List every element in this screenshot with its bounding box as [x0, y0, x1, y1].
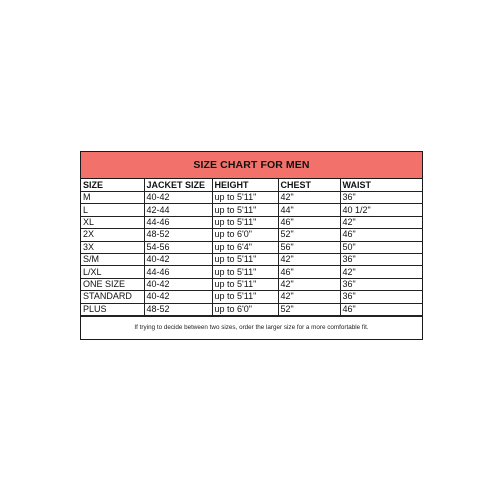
cell-height: up to 5'11" [212, 291, 278, 303]
table-row [81, 278, 422, 290]
cell-height: up to 6'0" [212, 229, 278, 241]
header-jacket-size: JACKET SIZE [144, 179, 212, 192]
cell-size: L/XL [81, 266, 144, 278]
cell-chest: 44" [278, 204, 340, 216]
cell-jacket-size: 44-46 [144, 216, 212, 228]
cell-waist: 36" [340, 192, 422, 204]
cell-height: up to 5'11" [212, 253, 278, 265]
cell-size: L [81, 204, 144, 216]
cell-chest: 42" [278, 278, 340, 290]
cell-waist: 36" [340, 253, 422, 265]
table-body [81, 192, 422, 316]
cell-waist: 40 1/2" [340, 204, 422, 216]
cell-size: 3X [81, 241, 144, 253]
cell-chest: 42" [278, 291, 340, 303]
table-row [81, 291, 422, 303]
header-size: SIZE [81, 179, 144, 192]
cell-waist: 36" [340, 291, 422, 303]
cell-jacket-size: 40-42 [144, 253, 212, 265]
table-row [81, 204, 422, 216]
cell-chest: 56" [278, 241, 340, 253]
cell-height: up to 5'11" [212, 266, 278, 278]
cell-height: up to 5'11" [212, 278, 278, 290]
table-row [81, 253, 422, 265]
cell-height: up to 6'4" [212, 241, 278, 253]
header-height: HEIGHT [212, 179, 278, 192]
cell-waist: 42" [340, 266, 422, 278]
table-row [81, 192, 422, 204]
header-waist: WAIST [340, 179, 422, 192]
cell-height: up to 5'11" [212, 204, 278, 216]
cell-chest: 42" [278, 192, 340, 204]
cell-jacket-size: 48-52 [144, 303, 212, 315]
cell-height: up to 5'11" [212, 192, 278, 204]
cell-jacket-size: 44-46 [144, 266, 212, 278]
size-table [81, 179, 422, 316]
cell-chest: 46" [278, 266, 340, 278]
table-row [81, 229, 422, 241]
cell-size: XL [81, 216, 144, 228]
header-chest: CHEST [278, 179, 340, 192]
table-row [81, 241, 422, 253]
cell-height: up to 5'11" [212, 216, 278, 228]
table-row [81, 266, 422, 278]
cell-size: M [81, 192, 144, 204]
cell-jacket-size: 42-44 [144, 204, 212, 216]
cell-height: up to 6'0" [212, 303, 278, 315]
chart-title: SIZE CHART FOR MEN [81, 152, 422, 179]
cell-size: ONE SIZE [81, 278, 144, 290]
header-row [81, 179, 422, 192]
cell-size: PLUS [81, 303, 144, 315]
cell-waist: 50" [340, 241, 422, 253]
cell-waist: 46" [340, 303, 422, 315]
cell-chest: 52" [278, 229, 340, 241]
table-row [81, 216, 422, 228]
cell-jacket-size: 54-56 [144, 241, 212, 253]
cell-waist: 36" [340, 278, 422, 290]
cell-jacket-size: 40-42 [144, 278, 212, 290]
cell-jacket-size: 40-42 [144, 291, 212, 303]
cell-jacket-size: 40-42 [144, 192, 212, 204]
cell-chest: 46" [278, 216, 340, 228]
cell-chest: 52" [278, 303, 340, 315]
cell-jacket-size: 48-52 [144, 229, 212, 241]
size-chart [80, 151, 423, 340]
table-row [81, 303, 422, 315]
cell-size: S/M [81, 253, 144, 265]
footnote: If trying to decide between two sizes, order the larger size for a more comfortable fit. [81, 316, 422, 339]
cell-waist: 46" [340, 229, 422, 241]
cell-size: 2X [81, 229, 144, 241]
cell-size: STANDARD [81, 291, 144, 303]
cell-waist: 42" [340, 216, 422, 228]
cell-chest: 42" [278, 253, 340, 265]
